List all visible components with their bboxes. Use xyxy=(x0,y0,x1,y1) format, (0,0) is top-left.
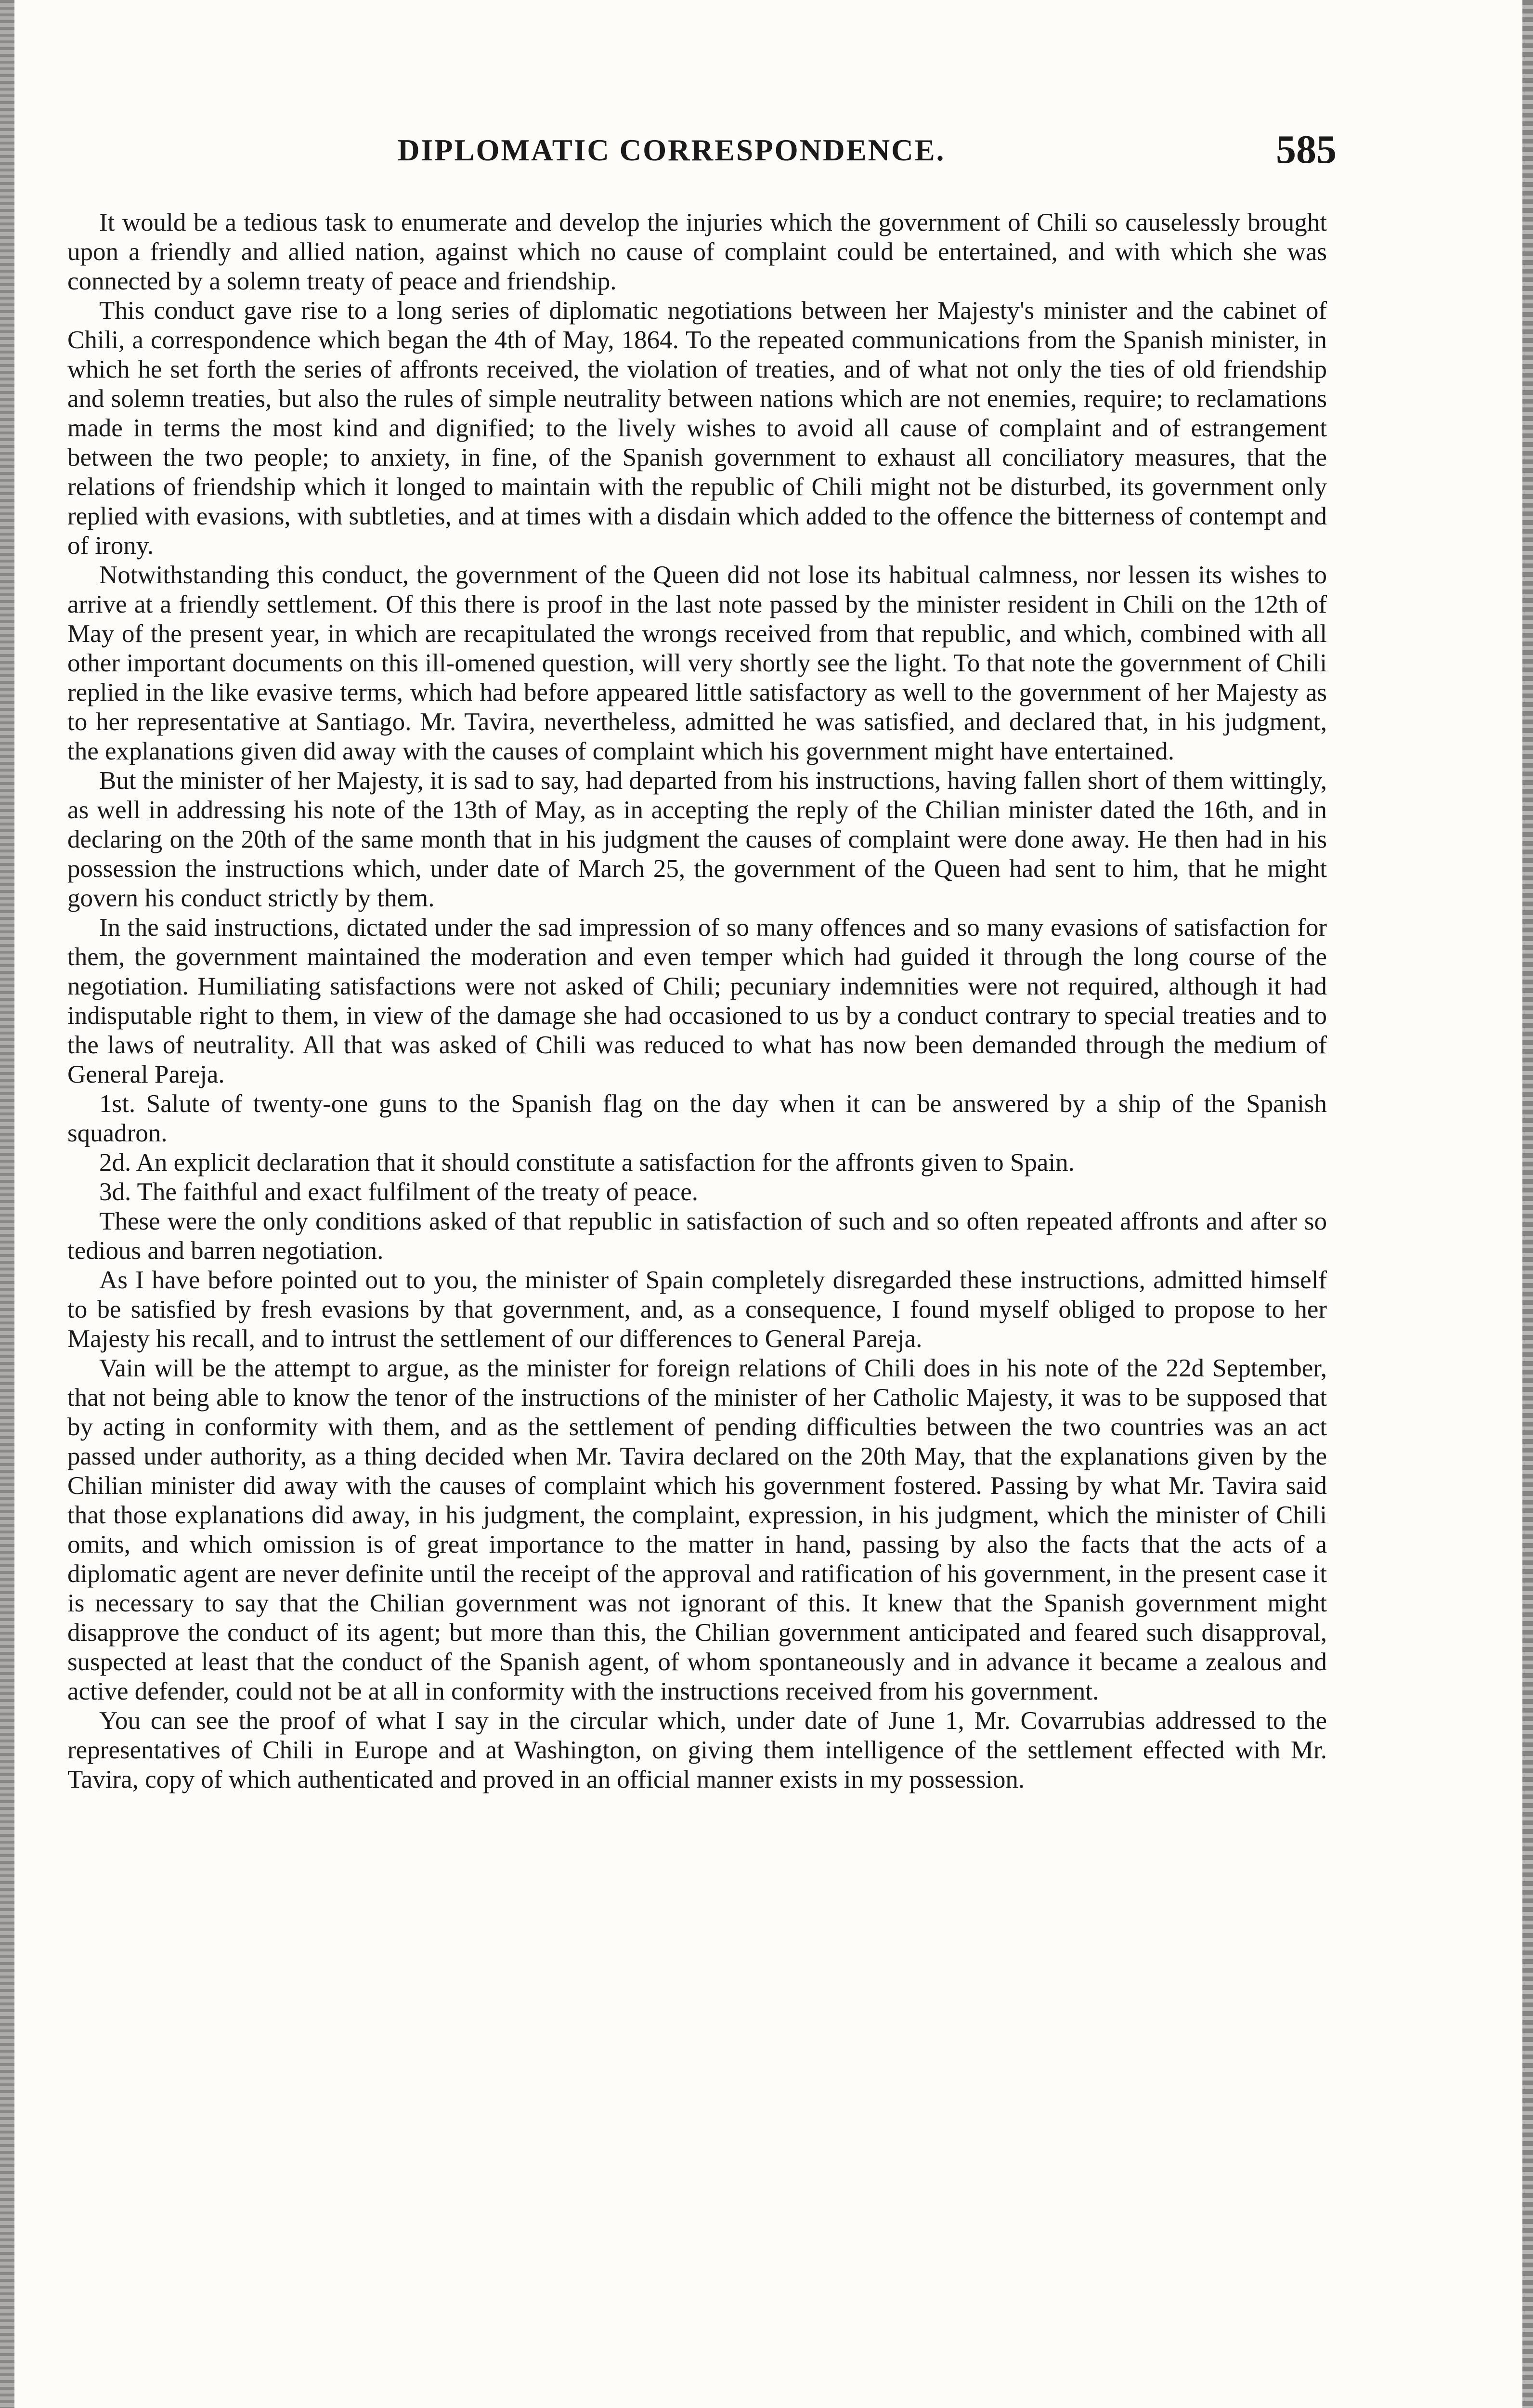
page-header xyxy=(398,126,1337,174)
paragraph: It would be a tedious task to enumerate and develop the injuries which the government of Chili so causelessly brought upon a friendly and allied nation, against which no cause of complaint could be entertained, and with which she was connected by a solemn treaty of peace and friendship. xyxy=(67,209,1327,295)
page-number: 585 xyxy=(1276,127,1337,172)
condition-item: 2d. An explicit declaration that it should constitute a satisfaction for the affronts given to Spain. xyxy=(99,1149,1075,1177)
page-left-edge xyxy=(0,0,14,2408)
paragraph: You can see the proof of what I say in the circular which, under date of June 1, Mr. Covarrubias addressed to the representatives of Chili in Europe and at Washington, on giving them intelligence of the settlement effected with Mr. Tavira, copy of which authenticated and proved in an official manner exists in my possession. xyxy=(67,1707,1327,1793)
condition-item: 1st. Salute of twenty-one guns to the Spanish flag on the day when it can be answered by a ship of the Spanish squadron. xyxy=(67,1090,1327,1147)
paragraph: As I have before pointed out to you, the minister of Spain completely disregarded these instructions, admitted himself to be satisfied by fresh evasions by that government, and, as a consequence, I found myself obliged to propose to her Majesty his recall, and to intrust the settlement of our differences to General Pareja. xyxy=(67,1266,1327,1353)
page-right-edge xyxy=(1522,0,1533,2408)
paragraph: In the said instructions, dictated under the sad impression of so many offences and so many evasions of satisfaction for them, the government maintained the moderation and even temper which had guided it through the long course of the negotiation. Humiliating satisfactions were not asked of Chili; pecuniary indemnities were not required, although it had indisputable right to them, in view of the damage she had occasioned to us by a conduct contrary to special treaties and to the laws of neutrality. All that was asked of Chili was reduced to what has now been demanded through the medium of General Pareja. xyxy=(67,914,1327,1088)
running-title: DIPLOMATIC CORRESPONDENCE. xyxy=(398,133,946,167)
paragraph: But the minister of her Majesty, it is sad to say, had departed from his instructions, having fallen short of them wittingly, as well in addressing his note of the 13th of May, as in accepting the reply of the Chilian minister dated the 16th, and in declaring on the 20th of the same month that in his judgment the causes of complaint were done away. He then had in his possession the instructions which, under date of March 25, the government of the Queen had sent to him, that he might govern his conduct strictly by them. xyxy=(67,767,1327,912)
condition-item: 3d. The faithful and exact fulfilment of the treaty of peace. xyxy=(99,1178,698,1206)
paragraph: Vain will be the attempt to argue, as the minister for foreign relations of Chili does in his note of the 22d September, that not being able to know the tenor of the instructions of the minister of her Catholic Majesty, it was to be supposed that by acting in conformity with them, and as the settlement of pending difficulties between the two countries was an act passed under authority, as a thing decided when Mr. Tavira declared on the 20th May, that the explanations given by the Chilian minister did away with the causes of complaint which his government fostered. Passing by what Mr. Tavira said that those explanations did away, in his judgment, the complaint, expression, in his judgment, which the minister of Chili omits, and which omission is of great importance to the matter in hand, passing by also the facts that the acts of a diplomatic agent are never definite until the receipt of the approval and ratification of his government, in the present case it is necessary to say that the Chilian government was not ignorant of this. It knew that the Spanish government might disapprove the conduct of its agent; but more than this, the Chilian government anticipated and feared such disapproval, suspected at least that the conduct of the Spanish agent, of whom spontaneously and in advance it became a zealous and active defender, could not be at all in conformity with the instructions received from his government. xyxy=(67,1354,1327,1705)
paragraph: These were the only conditions asked of that republic in satisfaction of such and so often repeated affronts and after so tedious and barren negotiation. xyxy=(67,1207,1327,1265)
body-text xyxy=(67,208,1327,2404)
paragraph: This conduct gave rise to a long series of diplomatic negotiations between her Majesty's minister and the cabinet of Chili, a correspondence which began the 4th of May, 1864. To the repeated communications from the Spanish minister, in which he set forth the series of affronts received, the violation of treaties, and of what not only the ties of old friendship and solemn treaties, but also the rules of simple neutrality between nations which are not enemies, require; to reclamations made in terms the most kind and dignified; to the lively wishes to avoid all cause of complaint and of estrangement between the two people; to anxiety, in fine, of the Spanish government to exhaust all conciliatory measures, that the relations of friendship which it longed to maintain with the republic of Chili might not be disturbed, its government only replied with evasions, with subtleties, and at times with a disdain which added to the offence the bitterness of contempt and of irony. xyxy=(67,297,1327,560)
paragraph: Notwithstanding this conduct, the government of the Queen did not lose its habitual calmness, nor lessen its wishes to arrive at a friendly settlement. Of this there is proof in the last note passed by the minister resident in Chili on the 12th of May of the present year, in which are recapitulated the wrongs received from that republic, and which, combined with all other important documents on this ill-omened question, will very shortly see the light. To that note the government of Chili replied in the like evasive terms, which had before appeared little satisfactory as well to the government of her Majesty as to her representative at Santiago. Mr. Tavira, nevertheless, admitted he was satisfied, and declared that, in his judgment, the explanations given did away with the causes of complaint which his government might have entertained. xyxy=(67,561,1327,765)
